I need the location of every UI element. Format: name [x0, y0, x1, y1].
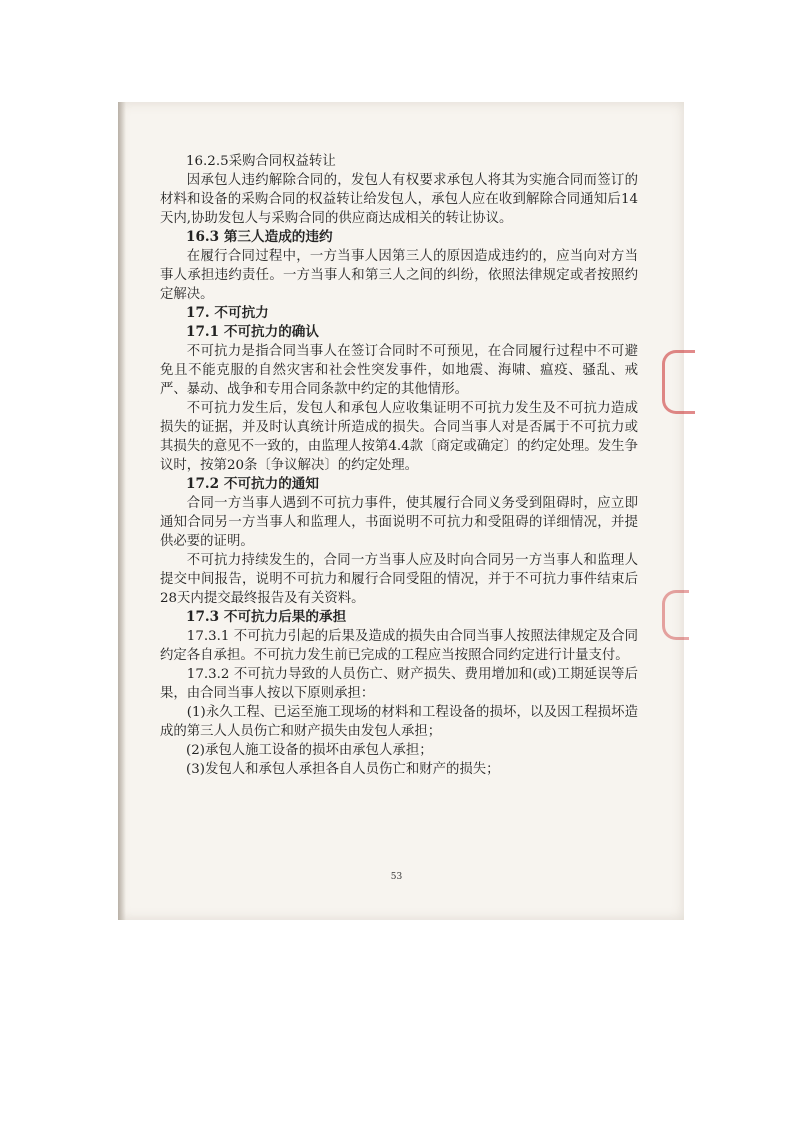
paragraph-16-3: 在履行合同过程中，一方当事人因第三人的原因造成违约的，应当向对方当事人承担违约责任。一方当事人和第三人之间的纠纷，依照法律规定或者按照约定解决。: [160, 249, 638, 302]
list-item-3: (3)发包人和承包人承担各自人员伤亡和财产的损失；: [186, 762, 500, 777]
paragraph-17-3-1: 17.3.1 不可抗力引起的后果及造成的损失由合同当事人按照法律规定及合同约定各自承担。不可抗力发生前已完成的工程应当按照合同约定进行计量支付。: [160, 629, 638, 663]
page-number: 53: [390, 872, 403, 882]
paragraph-17-1-a: 不可抗力是指合同当事人在签订合同时不可预见，在合同履行过程中不可避免且不能克服的自然灾害和社会性突发事件，如地震、海啸、瘟疫、骚乱、戒严、暴动、战争和专用合同条款中约定的其他情形。: [160, 344, 638, 397]
section-heading-17-3: 17.3 不可抗力后果的承担: [186, 609, 347, 625]
paragraph-17-1-b: 不可抗力发生后，发包人和承包人应收集证明不可抗力发生及不可抗力造成损失的证据，并及时认真统计所造成的损失。合同当事人对是否属于不可抗力或其损失的意见不一致的，由监理人按第4.4款〔商定或确定〕的约定处理。发生争议时，按第20条〔争议解决〕的约定处理。: [160, 401, 638, 473]
paragraph-17-2-b: 不可抗力持续发生的，合同一方当事人应及时向合同另一方当事人和监理人提交中间报告，说明不可抗力和履行合同受阻的情况，并于不可抗力事件结束后28天内提交最终报告及有关资料。: [160, 553, 638, 606]
paragraph-17-2-a: 合同一方当事人遇到不可抗力事件，使其履行合同义务受到阻碍时，应立即通知合同另一方当事人和监理人，书面说明不可抗力和受阻碍的详细情况，并提供必要的证明。: [160, 496, 638, 549]
paragraph-16-2-5: 因承包人违约解除合同的，发包人有权要求承包人将其为实施合同而签订的材料和设备的采购合同的权益转让给发包人，承包人应在收到解除合同通知后14天内,协助发包人与采购合同的供应商达成相关的转让协议。: [160, 173, 638, 226]
chapter-heading-17: 17. 不可抗力: [186, 305, 269, 321]
section-heading-17-2: 17.2 不可抗力的通知: [186, 476, 319, 492]
list-item-1: (1)永久工程、已运至施工现场的材料和工程设备的损坏，以及因工程损坏造成的第三人人员伤亡和财产损失由发包人承担；: [160, 705, 638, 739]
subsection-heading-16-2-5: 16.2.5采购合同权益转让: [186, 154, 336, 169]
document-body: [160, 152, 638, 779]
section-heading-17-1: 17.1 不可抗力的确认: [186, 324, 319, 340]
binding-shadow: [118, 102, 126, 920]
list-item-2: (2)承包人施工设备的损坏由承包人承担；: [186, 743, 433, 758]
section-heading-16-3: 16.3 第三人造成的违约: [186, 229, 333, 245]
seal-stamp-mark: [662, 350, 695, 414]
paragraph-17-3-2: 17.3.2 不可抗力导致的人员伤亡、财产损失、费用增加和(或)工期延误等后果，由合同当事人按以下原则承担：: [160, 667, 638, 701]
seal-stamp-mark-lower: [662, 590, 689, 640]
